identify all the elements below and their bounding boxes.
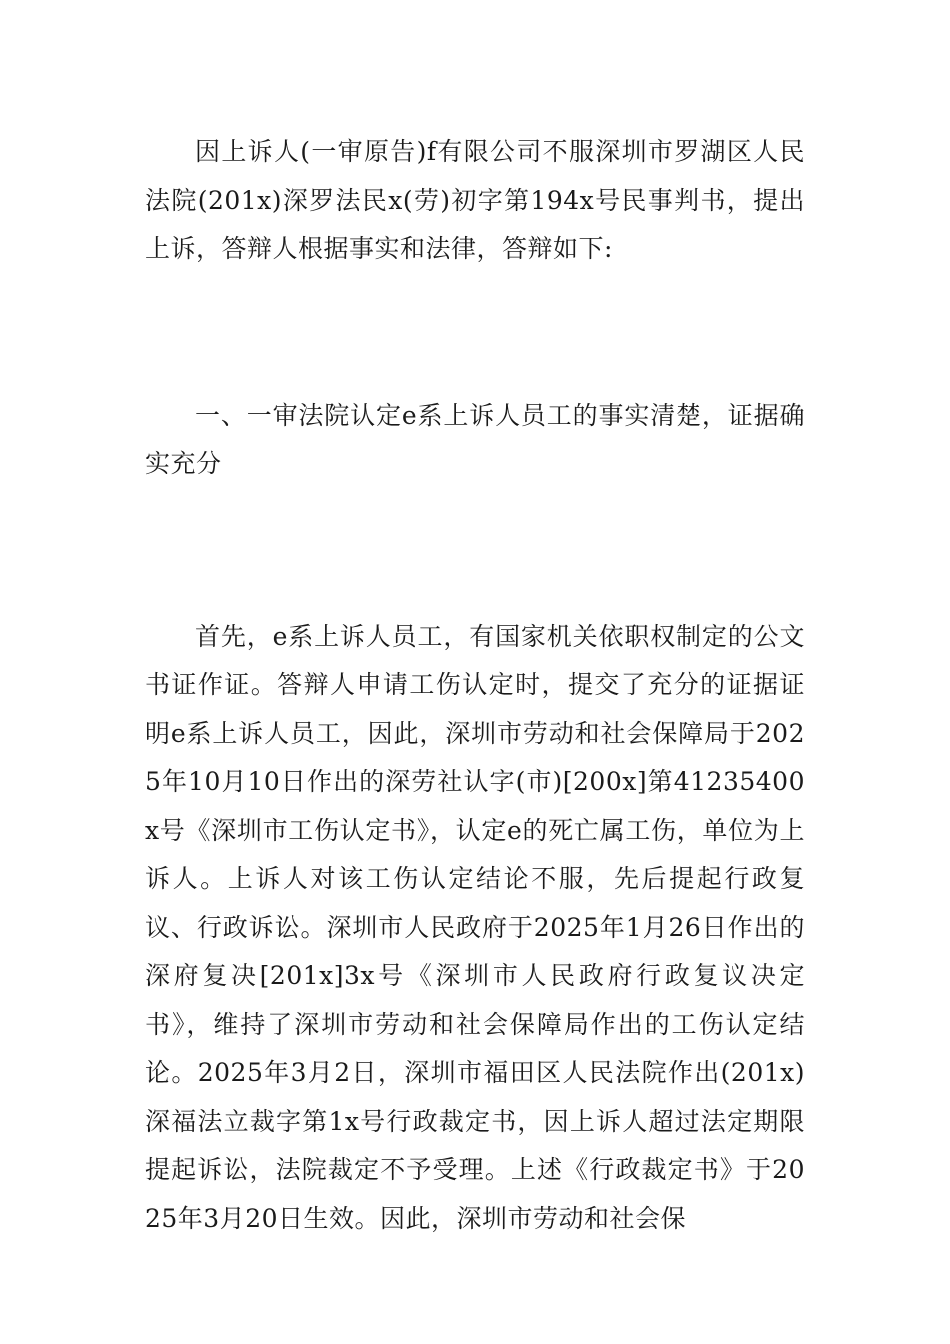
document-page xyxy=(145,128,805,1243)
paragraph-section-heading-one: 一、一审法院认定e系上诉人员工的事实清楚，证据确实充分 xyxy=(145,400,805,478)
paragraph-appeal-intro: 因上诉人(一审原告)f有限公司不服深圳市罗湖区人民法院(201x)深罗法民x(劳)初字第194x号民事判书，提出上诉，答辩人根据事实和法律，答辩如下: xyxy=(145,137,805,263)
paragraph-evidence-first: 首先，e系上诉人员工，有国家机关依职权制定的公文书证作证。答辩人申请工伤认定时，提交了充分的证据证明e系上诉人员工，因此，深圳市劳动和社会保障局于2025年10月10日作出的深劳社认字(市)[200x]第41235400x号《深圳市工伤认定书》，认定e的死亡属工伤，单位为上诉人。上诉人对该工伤认定结论不服，先后提起行政复议、行政诉讼。深圳市人民政府于2025年1月26日作出的深府复决[201x]3x号《深圳市人民政府行政复议决定书》，维持了深圳市劳动和社会保障局作出的工伤认定结论。2025年3月2日，深圳市福田区人民法院作出(201x)深福法立裁字第1x号行政裁定书，因上诉人超过法定期限提起诉讼，法院裁定不予受理。上述《行政裁定书》于2025年3月20日生效。因此，深圳市劳动和社会保 xyxy=(145,621,805,1233)
